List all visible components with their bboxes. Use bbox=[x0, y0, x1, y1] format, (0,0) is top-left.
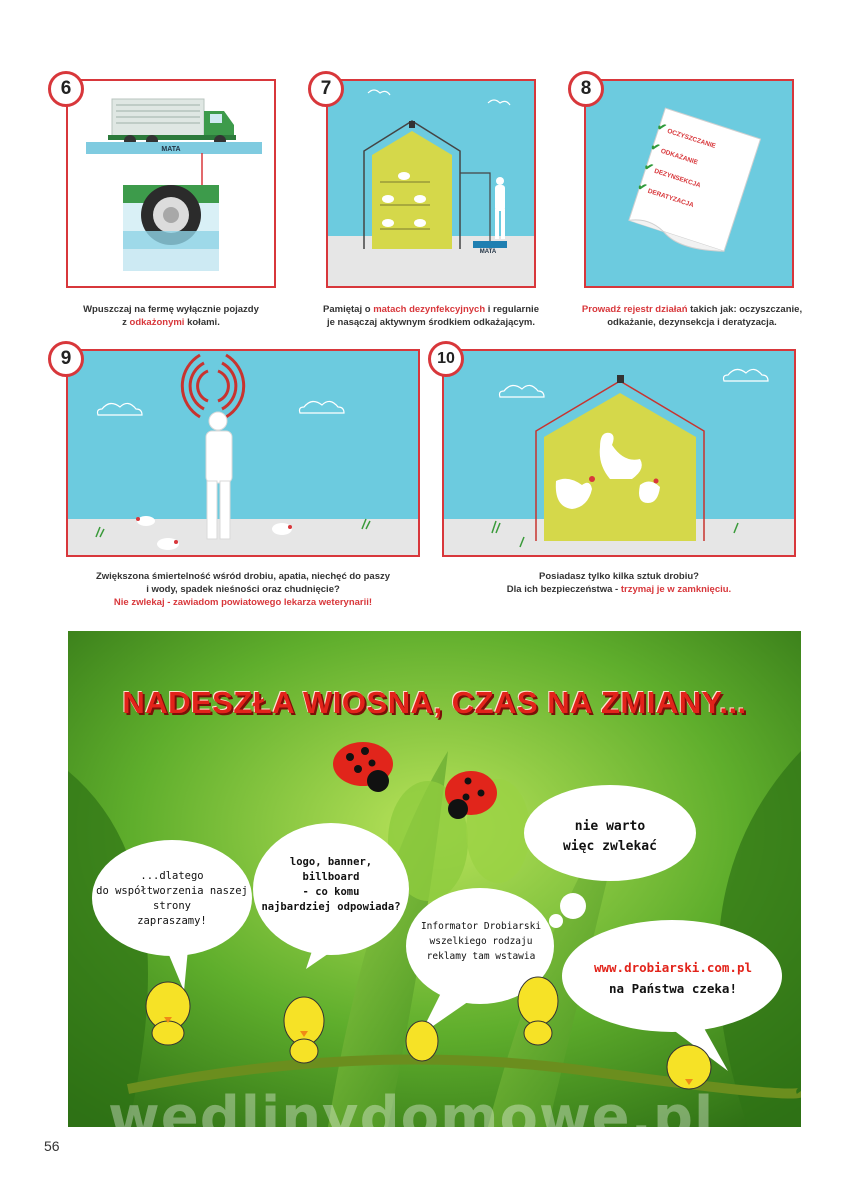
bubble-line: Informator Drobiarski bbox=[420, 921, 542, 932]
vet-call-illustration bbox=[68, 351, 418, 555]
caption-text: Dla ich bezpieczeństwa - bbox=[506, 584, 621, 595]
caption-text: Pamiętaj o bbox=[323, 304, 374, 315]
step-number-8 bbox=[568, 71, 604, 107]
caption-text: kołami. bbox=[184, 317, 220, 328]
step-number-text: 7 bbox=[320, 78, 332, 99]
bubble-line: nie warto bbox=[574, 819, 646, 834]
caption-highlight: trzymaj je w zamknięciu. bbox=[620, 584, 732, 595]
caption-line: je nasączaj aktywnym środkiem odkażającym. bbox=[326, 317, 536, 328]
caption-step-7 bbox=[312, 303, 550, 329]
checklist-label: DERATYZACJA bbox=[646, 187, 695, 210]
page-number: 56 bbox=[44, 1138, 60, 1154]
caption-line: Wpuszczaj na fermę wyłącznie pojazdy bbox=[83, 304, 259, 315]
caption-line: odkażanie, dezynsekcja i deratyzacja. bbox=[607, 317, 777, 328]
check-icon: ✔ bbox=[642, 160, 655, 175]
speech-bubble-dont-wait bbox=[528, 817, 692, 857]
caption-highlight: Nie zwlekaj - zawiadom powiatowego lekarza weterynarii! bbox=[113, 597, 373, 608]
speech-bubble-website bbox=[568, 957, 778, 999]
step-number-text: 8 bbox=[580, 78, 592, 99]
step-number-text: 10 bbox=[437, 350, 455, 367]
mat-label: MATA bbox=[161, 146, 181, 153]
step-number-9 bbox=[48, 341, 84, 377]
spring-advert-banner bbox=[68, 631, 801, 1127]
caption-highlight: matach dezynfekcyjnych bbox=[373, 304, 486, 315]
bubble-line: wszelkiego rodzaju bbox=[429, 936, 533, 947]
panel-step-6 bbox=[66, 79, 276, 288]
caption-highlight: odkażonymi bbox=[129, 317, 185, 328]
step-number-6 bbox=[48, 71, 84, 107]
caption-highlight: Prowadź rejestr działań bbox=[581, 304, 688, 315]
caption-step-9 bbox=[60, 570, 426, 609]
checklist-label: OCZYSZCZANIE bbox=[666, 127, 717, 151]
step-number-text: 9 bbox=[60, 348, 72, 369]
bubble-line: logo, banner, bbox=[289, 856, 373, 868]
step-number-7 bbox=[308, 71, 344, 107]
step-number-text: 6 bbox=[60, 78, 72, 99]
speech-bubble-ad-types bbox=[256, 855, 406, 915]
caption-line bbox=[572, 303, 812, 316]
bubble-line: na Państwa czeka! bbox=[609, 981, 737, 996]
panel-step-8 bbox=[584, 79, 794, 288]
caption-line bbox=[312, 303, 550, 316]
bubble-line: reklamy tam wstawia bbox=[426, 951, 536, 962]
panel-step-7 bbox=[326, 79, 536, 288]
vehicle-disinfection-illustration bbox=[68, 81, 274, 286]
panel-step-10 bbox=[442, 349, 796, 557]
caption-line bbox=[436, 583, 802, 596]
caption-text: i regularnie bbox=[485, 304, 539, 315]
speech-bubble-informator bbox=[410, 919, 552, 964]
check-icon: ✔ bbox=[655, 120, 668, 135]
banner-headline: NADESZŁA WIOSNA, CZAS NA ZMIANY... bbox=[122, 685, 747, 720]
watermark: wedlinydomowe.pl bbox=[108, 1085, 715, 1150]
closed-coop-illustration bbox=[444, 351, 794, 555]
caption-step-8 bbox=[572, 303, 812, 329]
caption-text: takich jak: oczyszczanie, bbox=[687, 304, 803, 315]
bubble-line: do współtworzenia naszej bbox=[96, 885, 248, 897]
bubble-line: zapraszamy! bbox=[137, 915, 207, 927]
house-with-mat-illustration bbox=[328, 81, 534, 286]
caption-line bbox=[60, 316, 282, 329]
panel-step-9 bbox=[66, 349, 420, 557]
caption-line: Zwiększona śmiertelność wśród drobiu, apatia, niechęć do paszy bbox=[95, 571, 391, 582]
checklist-label: DEZYNSEKCJA bbox=[653, 167, 702, 190]
caption-step-6 bbox=[60, 303, 282, 329]
check-icon: ✔ bbox=[635, 180, 649, 195]
bubble-line: billboard bbox=[302, 871, 360, 883]
bubble-line: najbardziej odpowiada? bbox=[261, 901, 401, 913]
bubble-line: ...dlatego bbox=[140, 870, 204, 882]
bubble-line: strony bbox=[153, 900, 191, 912]
caption-line: i wody, spadek nieśności oraz chudnięcie? bbox=[146, 584, 340, 595]
step-number-10 bbox=[428, 341, 464, 377]
bubble-line: więc zwlekać bbox=[563, 839, 657, 854]
speech-bubble-collaboration bbox=[94, 869, 250, 929]
website-link[interactable]: www.drobiarski.com.pl bbox=[593, 960, 753, 975]
caption-text: z bbox=[122, 317, 130, 328]
checklist-label: ODKAŻANIE bbox=[659, 147, 699, 167]
check-icon: ✔ bbox=[648, 140, 662, 155]
mat-label: MATA bbox=[479, 249, 497, 255]
caption-line: Posiadasz tylko kilka sztuk drobiu? bbox=[539, 571, 699, 582]
caption-step-10 bbox=[436, 570, 802, 596]
bubble-line: - co komu bbox=[302, 886, 360, 898]
